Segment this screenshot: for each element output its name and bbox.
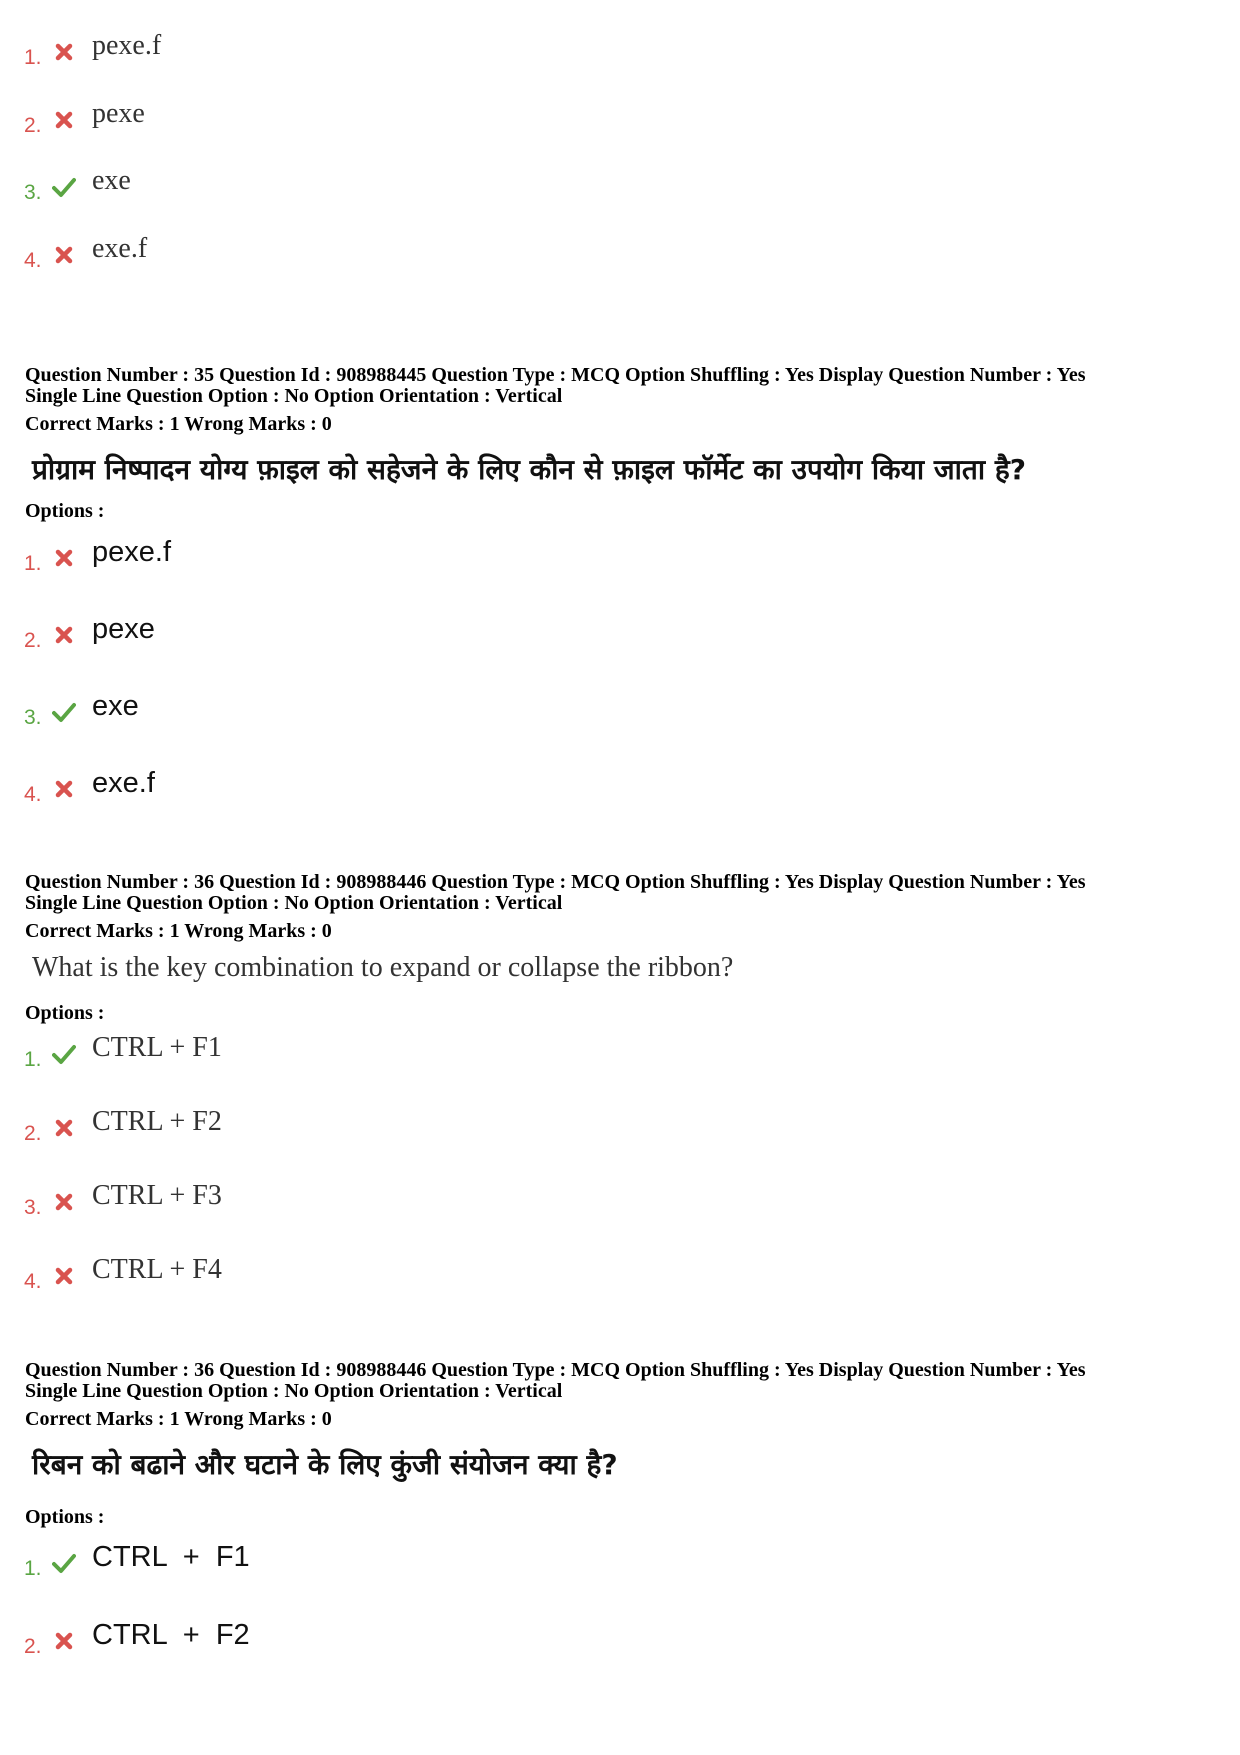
check-icon xyxy=(52,700,76,724)
option-number: 1. xyxy=(24,1048,42,1071)
question-meta-line1: Question Number : 36 Question Id : 908988446 Question Type : MCQ Option Shuffling : Yes Display Question Number : Yes xyxy=(25,1359,1086,1381)
option-text: CTRL + F1 xyxy=(92,1541,250,1573)
question-meta-line2: Single Line Question Option : No Option Orientation : Vertical xyxy=(25,385,563,407)
question-text: What is the key combination to expand or collapse the ribbon? xyxy=(32,952,734,983)
options-label: Options : xyxy=(25,1506,105,1528)
check-icon xyxy=(52,175,76,199)
question-text: प्रोग्राम निष्पादन योग्य फ़ाइल को सहेजने के लिए कौन से फ़ाइल फॉर्मेट का उपयोग किया जाता है? xyxy=(32,453,1026,486)
option-number: 3. xyxy=(24,181,42,204)
option-text: exe xyxy=(92,690,139,722)
option-text: exe.f xyxy=(92,767,155,799)
option-number: 1. xyxy=(24,552,42,575)
cross-icon xyxy=(52,243,76,267)
question-meta-line2: Single Line Question Option : No Option Orientation : Vertical xyxy=(25,1380,563,1402)
cross-icon xyxy=(52,777,76,801)
check-icon xyxy=(52,1551,76,1575)
option-number: 4. xyxy=(24,783,42,806)
option-number: 2. xyxy=(24,629,42,652)
option-text: CTRL + F2 xyxy=(92,1619,250,1651)
option-text: pexe xyxy=(92,98,145,129)
options-label: Options : xyxy=(25,1002,105,1024)
cross-icon xyxy=(52,1629,76,1653)
question-meta-line1: Question Number : 36 Question Id : 908988446 Question Type : MCQ Option Shuffling : Yes Display Question Number : Yes xyxy=(25,871,1086,893)
option-text: CTRL + F4 xyxy=(92,1254,222,1285)
option-number: 2. xyxy=(24,114,42,137)
cross-icon xyxy=(52,623,76,647)
option-text: CTRL + F2 xyxy=(92,1106,222,1137)
option-number: 1. xyxy=(24,46,42,69)
check-icon xyxy=(52,1042,76,1066)
question-marks: Correct Marks : 1 Wrong Marks : 0 xyxy=(25,1408,332,1430)
option-text: pexe xyxy=(92,613,155,645)
option-text: pexe.f xyxy=(92,536,171,568)
cross-icon xyxy=(52,1116,76,1140)
option-number: 4. xyxy=(24,249,42,272)
question-meta-line2: Single Line Question Option : No Option Orientation : Vertical xyxy=(25,892,563,914)
cross-icon xyxy=(52,108,76,132)
option-text: exe.f xyxy=(92,233,148,264)
option-number: 1. xyxy=(24,1557,42,1580)
question-marks: Correct Marks : 1 Wrong Marks : 0 xyxy=(25,413,332,435)
option-text: CTRL + F3 xyxy=(92,1180,222,1211)
question-meta-line1: Question Number : 35 Question Id : 908988445 Question Type : MCQ Option Shuffling : Yes Display Question Number : Yes xyxy=(25,364,1086,386)
cross-icon xyxy=(52,1264,76,1288)
option-number: 2. xyxy=(24,1635,42,1658)
cross-icon xyxy=(52,546,76,570)
option-number: 3. xyxy=(24,706,42,729)
options-label: Options : xyxy=(25,500,105,522)
option-text: CTRL + F1 xyxy=(92,1032,222,1063)
cross-icon xyxy=(52,1190,76,1214)
cross-icon xyxy=(52,40,76,64)
question-text: रिबन को बढाने और घटाने के लिए कुंजी संयोजन क्या है? xyxy=(32,1448,618,1481)
option-number: 4. xyxy=(24,1270,42,1293)
option-text: pexe.f xyxy=(92,30,162,61)
option-text: exe xyxy=(92,165,131,196)
question-marks: Correct Marks : 1 Wrong Marks : 0 xyxy=(25,920,332,942)
option-number: 3. xyxy=(24,1196,42,1219)
option-number: 2. xyxy=(24,1122,42,1145)
